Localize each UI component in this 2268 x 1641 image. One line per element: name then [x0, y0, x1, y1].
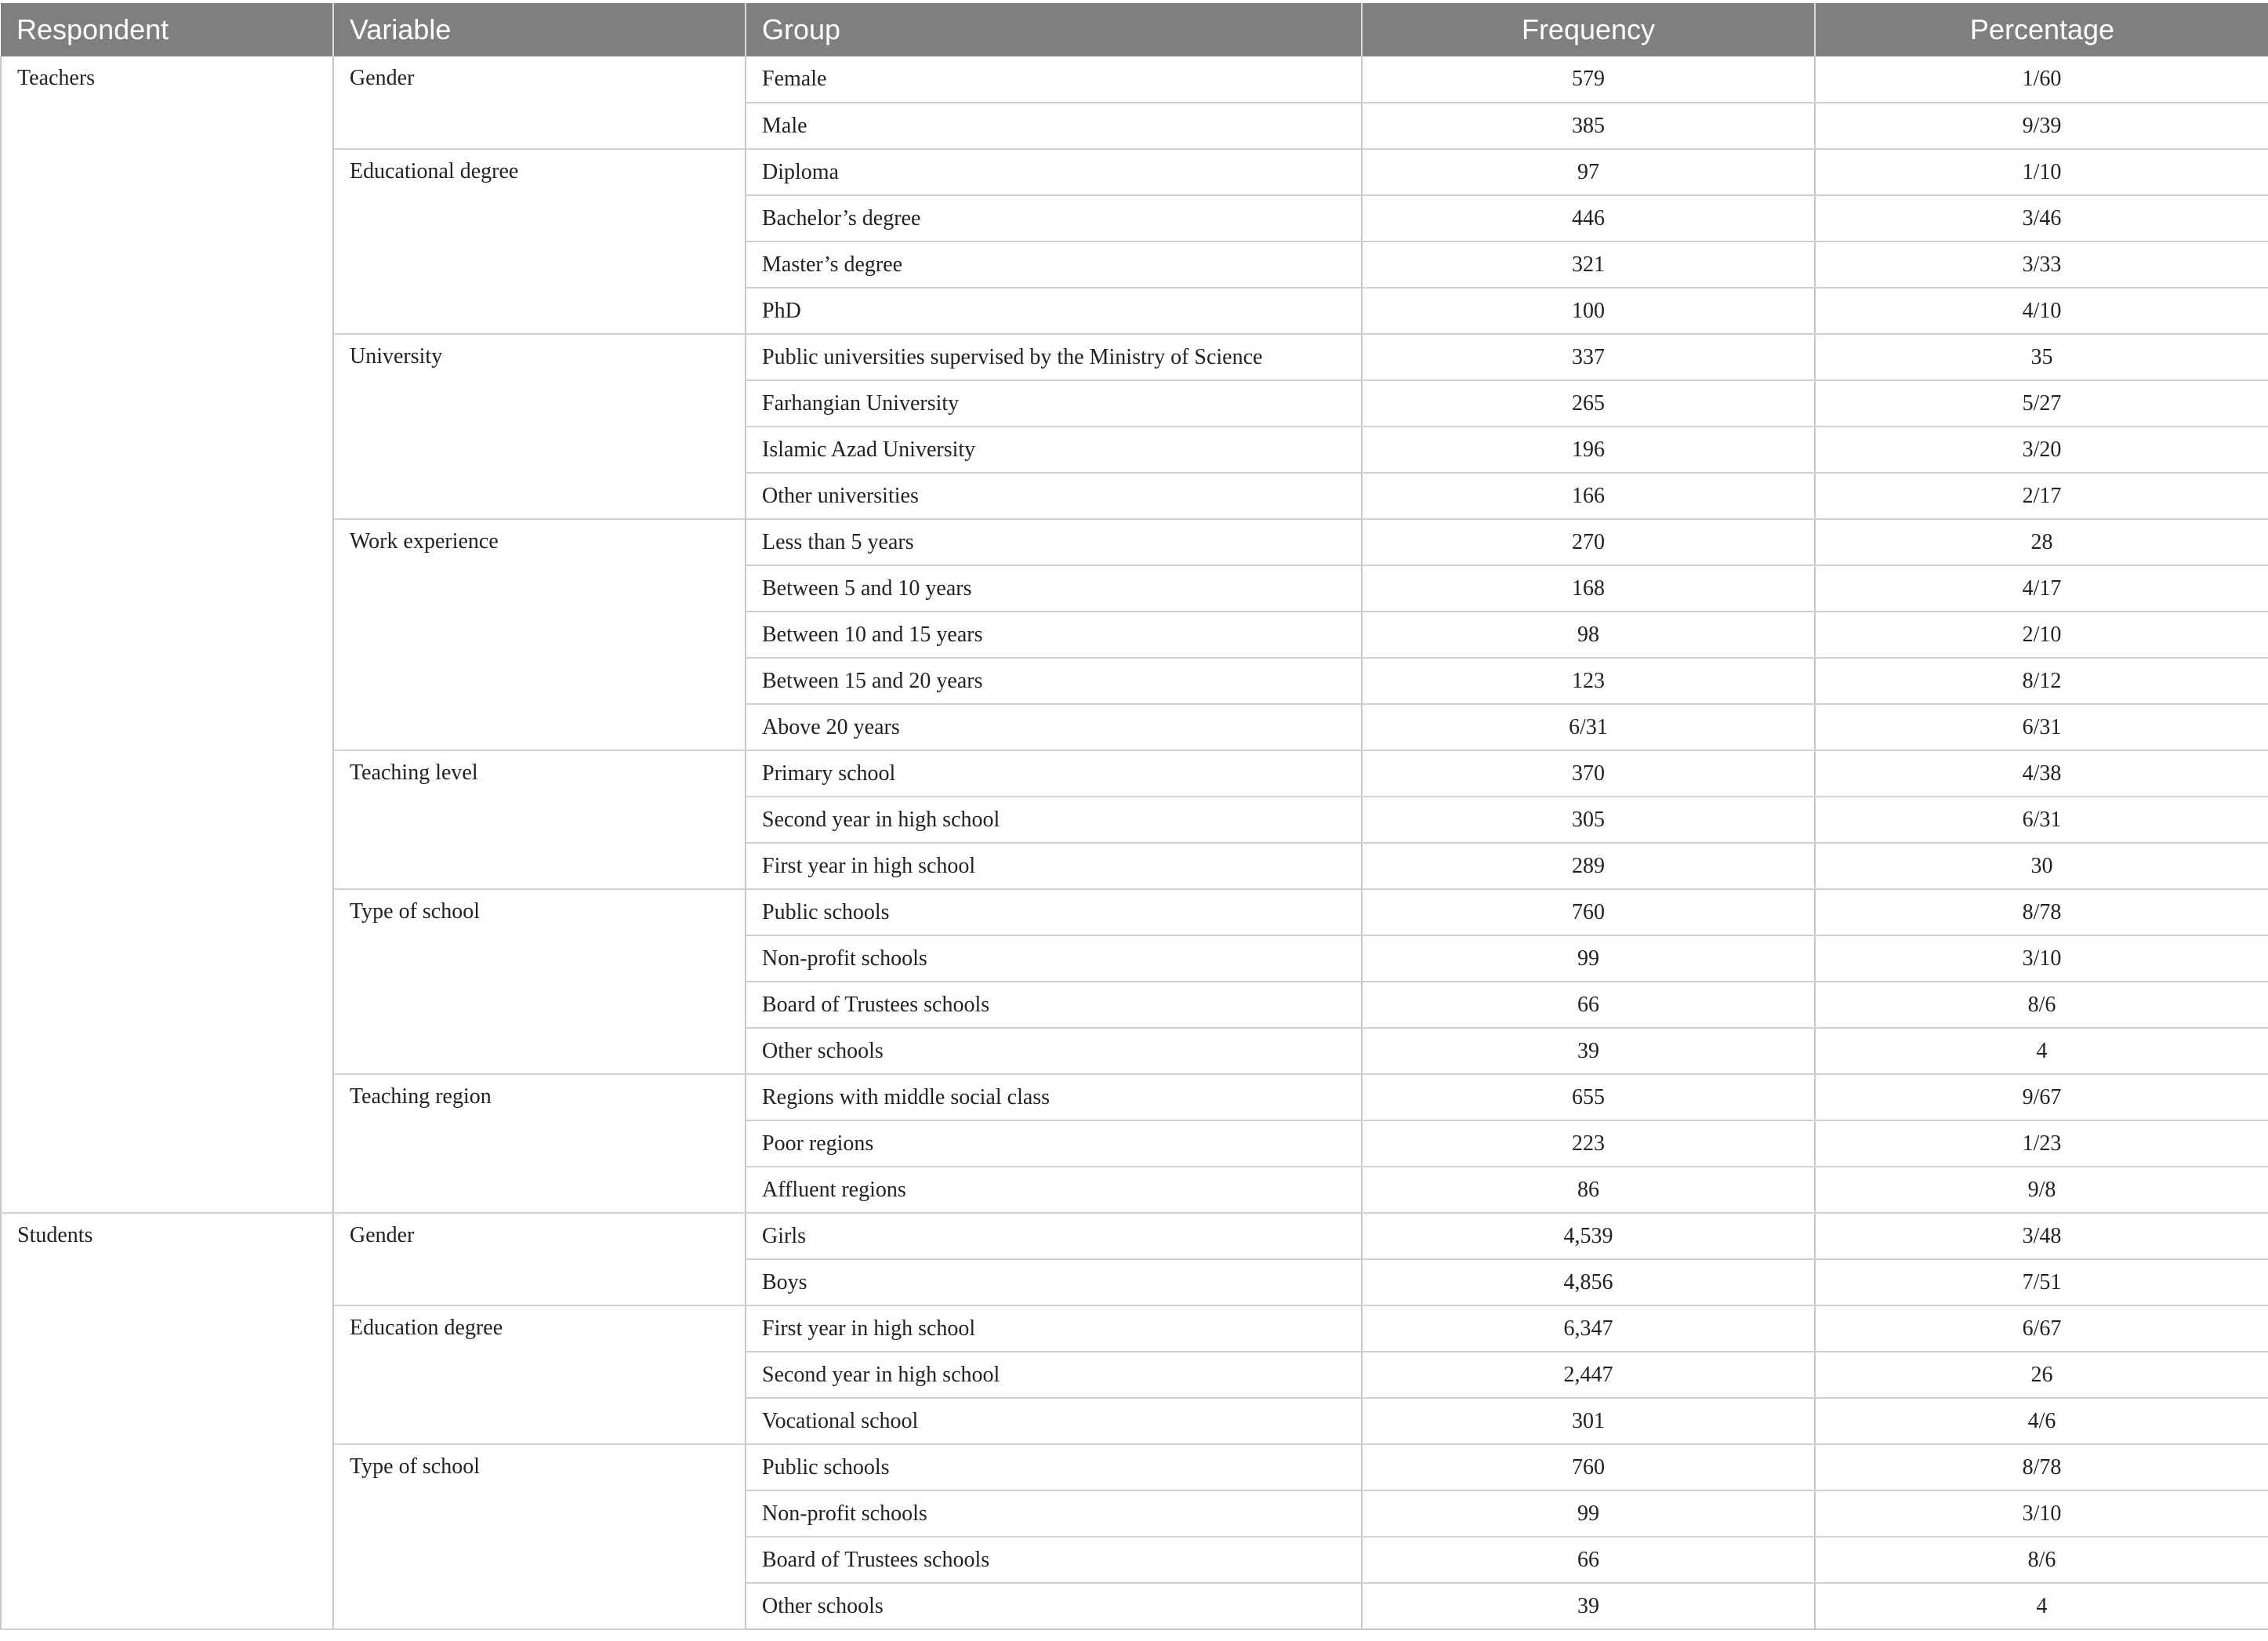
variable-cell: Education degree: [333, 1305, 746, 1444]
header-variable: Variable: [333, 3, 746, 56]
group-cell: Other schools: [746, 1583, 1362, 1629]
variable-cell: Type of school: [333, 1444, 746, 1629]
percentage-cell: 1/60: [1815, 56, 2268, 103]
variable-cell: Teaching region: [333, 1074, 746, 1213]
frequency-cell: 6/31: [1362, 704, 1815, 750]
frequency-cell: 86: [1362, 1167, 1815, 1213]
table-row: [1, 1305, 2268, 1352]
frequency-cell: 265: [1362, 380, 1815, 427]
frequency-cell: 579: [1362, 56, 1815, 103]
percentage-cell: 8/78: [1815, 889, 2268, 935]
variable-cell: Educational degree: [333, 149, 746, 334]
group-cell: Bachelor’s degree: [746, 195, 1362, 241]
header-respondent: Respondent: [1, 3, 333, 56]
frequency-cell: 289: [1362, 843, 1815, 889]
variable-cell: Teaching level: [333, 750, 746, 889]
header-row: [1, 3, 2268, 56]
percentage-cell: 2/17: [1815, 473, 2268, 519]
frequency-cell: 760: [1362, 1444, 1815, 1490]
table-header: [1, 3, 2268, 56]
percentage-cell: 1/10: [1815, 149, 2268, 195]
group-cell: Between 10 and 15 years: [746, 612, 1362, 658]
respondent-cell: Students: [1, 1213, 333, 1629]
percentage-cell: 7/51: [1815, 1259, 2268, 1305]
frequency-cell: 270: [1362, 519, 1815, 565]
percentage-cell: 6/31: [1815, 704, 2268, 750]
table-row: [1, 334, 2268, 380]
frequency-cell: 39: [1362, 1583, 1815, 1629]
group-cell: Public schools: [746, 889, 1362, 935]
frequency-cell: 446: [1362, 195, 1815, 241]
header-frequency: Frequency: [1362, 3, 1815, 56]
group-cell: Primary school: [746, 750, 1362, 797]
percentage-cell: 3/48: [1815, 1213, 2268, 1259]
frequency-cell: 66: [1362, 982, 1815, 1028]
frequency-cell: 4,856: [1362, 1259, 1815, 1305]
percentage-cell: 8/6: [1815, 1537, 2268, 1583]
group-cell: Second year in high school: [746, 797, 1362, 843]
percentage-cell: 9/67: [1815, 1074, 2268, 1120]
percentage-cell: 6/31: [1815, 797, 2268, 843]
variable-cell: Gender: [333, 1213, 746, 1305]
percentage-cell: 8/78: [1815, 1444, 2268, 1490]
frequency-cell: 39: [1362, 1028, 1815, 1074]
percentage-cell: 4/17: [1815, 565, 2268, 612]
percentage-cell: 9/39: [1815, 103, 2268, 149]
respondent-cell: Teachers: [1, 56, 333, 1213]
group-cell: First year in high school: [746, 1305, 1362, 1352]
percentage-cell: 3/10: [1815, 935, 2268, 982]
group-cell: Public universities supervised by the Ministry of Science: [746, 334, 1362, 380]
frequency-cell: 337: [1362, 334, 1815, 380]
frequency-cell: 123: [1362, 658, 1815, 704]
frequency-cell: 168: [1362, 565, 1815, 612]
table-row: [1, 1213, 2268, 1259]
frequency-cell: 370: [1362, 750, 1815, 797]
percentage-cell: 4: [1815, 1028, 2268, 1074]
group-cell: Board of Trustees schools: [746, 1537, 1362, 1583]
demographics-table: [0, 3, 2268, 1630]
table-row: [1, 1444, 2268, 1490]
percentage-cell: 5/27: [1815, 380, 2268, 427]
header-percentage: Percentage: [1815, 3, 2268, 56]
frequency-cell: 301: [1362, 1398, 1815, 1444]
percentage-cell: 2/10: [1815, 612, 2268, 658]
percentage-cell: 9/8: [1815, 1167, 2268, 1213]
group-cell: Diploma: [746, 149, 1362, 195]
table-row: [1, 750, 2268, 797]
frequency-cell: 223: [1362, 1120, 1815, 1167]
table-row: [1, 519, 2268, 565]
group-cell: Master’s degree: [746, 241, 1362, 288]
header-group: Group: [746, 3, 1362, 56]
frequency-cell: 196: [1362, 427, 1815, 473]
group-cell: Islamic Azad University: [746, 427, 1362, 473]
percentage-cell: 8/12: [1815, 658, 2268, 704]
variable-cell: University: [333, 334, 746, 519]
frequency-cell: 98: [1362, 612, 1815, 658]
frequency-cell: 66: [1362, 1537, 1815, 1583]
frequency-cell: 6,347: [1362, 1305, 1815, 1352]
table-body: [1, 56, 2268, 1629]
group-cell: Male: [746, 103, 1362, 149]
percentage-cell: 4/10: [1815, 288, 2268, 334]
percentage-cell: 30: [1815, 843, 2268, 889]
percentage-cell: 26: [1815, 1352, 2268, 1398]
percentage-cell: 3/20: [1815, 427, 2268, 473]
percentage-cell: 3/46: [1815, 195, 2268, 241]
frequency-cell: 97: [1362, 149, 1815, 195]
table-row: [1, 149, 2268, 195]
frequency-cell: 655: [1362, 1074, 1815, 1120]
percentage-cell: 35: [1815, 334, 2268, 380]
group-cell: Board of Trustees schools: [746, 982, 1362, 1028]
frequency-cell: 4,539: [1362, 1213, 1815, 1259]
group-cell: Between 5 and 10 years: [746, 565, 1362, 612]
percentage-cell: 28: [1815, 519, 2268, 565]
percentage-cell: 4/38: [1815, 750, 2268, 797]
group-cell: Vocational school: [746, 1398, 1362, 1444]
group-cell: Public schools: [746, 1444, 1362, 1490]
frequency-cell: 166: [1362, 473, 1815, 519]
group-cell: First year in high school: [746, 843, 1362, 889]
group-cell: Less than 5 years: [746, 519, 1362, 565]
variable-cell: Work experience: [333, 519, 746, 750]
group-cell: Between 15 and 20 years: [746, 658, 1362, 704]
group-cell: Other universities: [746, 473, 1362, 519]
frequency-cell: 99: [1362, 1490, 1815, 1537]
group-cell: Boys: [746, 1259, 1362, 1305]
frequency-cell: 99: [1362, 935, 1815, 982]
table-row: [1, 56, 2268, 103]
frequency-cell: 305: [1362, 797, 1815, 843]
group-cell: Other schools: [746, 1028, 1362, 1074]
table-row: [1, 889, 2268, 935]
percentage-cell: 3/10: [1815, 1490, 2268, 1537]
group-cell: Above 20 years: [746, 704, 1362, 750]
percentage-cell: 3/33: [1815, 241, 2268, 288]
percentage-cell: 1/23: [1815, 1120, 2268, 1167]
percentage-cell: 6/67: [1815, 1305, 2268, 1352]
frequency-cell: 2,447: [1362, 1352, 1815, 1398]
group-cell: Poor regions: [746, 1120, 1362, 1167]
frequency-cell: 385: [1362, 103, 1815, 149]
percentage-cell: 4/6: [1815, 1398, 2268, 1444]
group-cell: Non-profit schools: [746, 935, 1362, 982]
frequency-cell: 760: [1362, 889, 1815, 935]
group-cell: Second year in high school: [746, 1352, 1362, 1398]
group-cell: Girls: [746, 1213, 1362, 1259]
group-cell: Affluent regions: [746, 1167, 1362, 1213]
group-cell: Farhangian University: [746, 380, 1362, 427]
variable-cell: Type of school: [333, 889, 746, 1074]
group-cell: PhD: [746, 288, 1362, 334]
frequency-cell: 321: [1362, 241, 1815, 288]
variable-cell: Gender: [333, 56, 746, 149]
table-row: [1, 1074, 2268, 1120]
percentage-cell: 4: [1815, 1583, 2268, 1629]
group-cell: Female: [746, 56, 1362, 103]
group-cell: Regions with middle social class: [746, 1074, 1362, 1120]
frequency-cell: 100: [1362, 288, 1815, 334]
group-cell: Non-profit schools: [746, 1490, 1362, 1537]
percentage-cell: 8/6: [1815, 982, 2268, 1028]
